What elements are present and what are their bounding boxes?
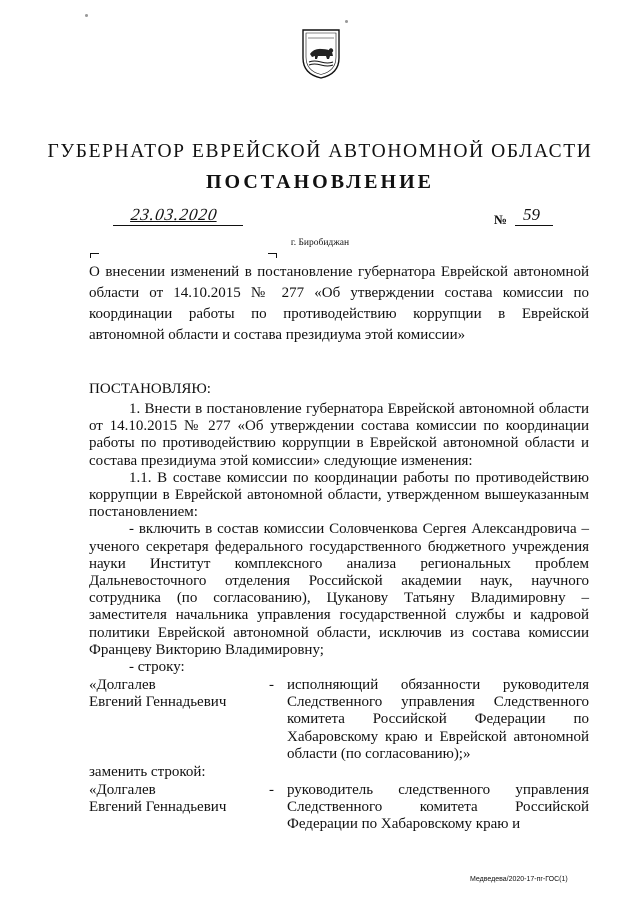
scan-dot — [345, 20, 348, 23]
city: г. Биробиджан — [290, 238, 350, 248]
resolve-heading: ПОСТАНОВЛЯЮ: — [89, 381, 211, 397]
person-name: «Долгалев Евгений Геннадьевич — [89, 677, 227, 711]
person-name: «Долгалев Евгений Геннадьевич — [89, 782, 227, 816]
paragraph-1-1: 1.1. В составе комиссии по координации работы по противодействию коррупции в Еврейской автономной области, утвержденном вышеуказанным постановлением: — [89, 469, 589, 521]
document-date: 23.03.2020 — [129, 205, 219, 224]
table-row — [89, 677, 589, 765]
document-body — [89, 401, 589, 676]
number-label: № — [494, 212, 508, 227]
number-field — [515, 203, 553, 226]
row-dash: - — [269, 782, 274, 798]
row-dash: - — [269, 677, 274, 693]
footer-code: Медведева/2020-17-пг-ГОС(1) — [470, 876, 568, 883]
coat-of-arms-icon — [300, 28, 342, 80]
bracket-left-icon — [90, 253, 99, 258]
replace-label: заменить строкой: — [89, 764, 206, 780]
table-row — [89, 782, 589, 834]
person-position: руководитель следственного управления Следственного комитета Российской Федерации по Хабаровскому краю и — [287, 782, 589, 833]
document-subject: О внесении изменений в постановление губернатора Еврейской автономной области от 14.10.2015 № 277 «Об утверждении состава комиссии по координации работы по противодействию коррупции в Еврейской автономной области и состава президиума этой комиссии» — [89, 264, 589, 343]
header-title: ГУБЕРНАТОР ЕВРЕЙСКОЙ АВТОНОМНОЙ ОБЛАСТИ — [47, 141, 593, 162]
scan-dot — [85, 14, 88, 17]
document-number: 59 — [523, 205, 540, 224]
paragraph-include: - включить в состав комиссии Соловченкова Сергея Александровича – ученого секретаря федерального государственного бюджетного учреждения науки Институт комплексного анализа региональных проблем Дальневосточного отделения Российской академии наук, научного сотрудника (по согласованию), Цуканову Татьяну Владимировну – заместителя начальника управления государственной службы и кадровой политики Еврейской автономной области, исключив из состава комиссии Францеву Викторию Владимировну; — [89, 521, 589, 658]
paragraph-line: - строку: — [129, 659, 185, 676]
document-type: ПОСТАНОВЛЕНИЕ — [206, 171, 434, 193]
paragraph-1: 1. Внести в постановление губернатора Еврейской автономной области от 14.10.2015 № 277 «Об утверждении состава комиссии по координации работы по противодействию коррупции в Еврейской автономной области и состава президиума этой комиссии» следующие изменения: — [89, 401, 589, 469]
bracket-right-icon — [268, 253, 277, 258]
person-position: исполняющий обязанности руководителя Следственного управления Следственного комитета Российской Федерации по Хабаровскому краю и Еврейской автономной области (по согласованию);» — [287, 677, 589, 762]
date-field — [113, 203, 243, 226]
